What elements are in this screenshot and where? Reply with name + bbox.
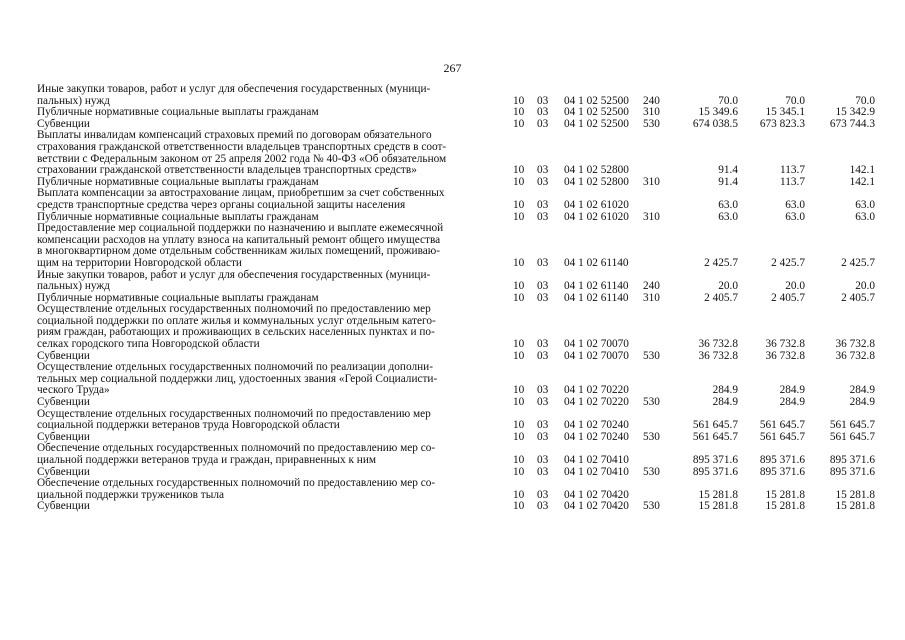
description-line: Публичные нормативные социальные выплаты гражданам xyxy=(37,106,319,119)
row-description xyxy=(37,188,497,211)
amount-year-3: 142.1 xyxy=(849,175,875,188)
description-line: Выплата компенсации за автострахование лицам, приобретшим за счет собственных xyxy=(37,187,445,200)
section-code: 10 xyxy=(513,384,525,397)
amount-year-1: 2 425.7 xyxy=(704,256,738,269)
subsection-code: 03 xyxy=(537,94,549,107)
description-line: Выплаты инвалидам компенсаций страховых премий по договорам обязательного xyxy=(37,129,432,142)
amount-year-2: 284.9 xyxy=(779,396,805,409)
description-line: Субвенции xyxy=(37,500,90,513)
description-line: Субвенции xyxy=(37,117,90,130)
expense-type-code: 310 xyxy=(643,175,660,188)
amount-year-3: 2 405.7 xyxy=(841,291,875,304)
subsection-code: 03 xyxy=(537,338,549,351)
description-line: Иные закупки товаров, работ и услуг для обеспечения государственных (муници- xyxy=(37,268,431,281)
table-row xyxy=(0,362,905,397)
row-description xyxy=(37,270,497,293)
row-description xyxy=(37,304,497,350)
amount-year-1: 63.0 xyxy=(718,198,738,211)
amount-year-3: 673 744.3 xyxy=(829,117,875,130)
expense-type-code: 530 xyxy=(643,349,660,362)
amount-year-2: 895 371.6 xyxy=(759,465,805,478)
amount-year-3: 895 371.6 xyxy=(829,454,875,466)
amount-year-3: 15 281.8 xyxy=(835,500,875,513)
target-article-code: 04 1 02 70070 xyxy=(564,349,629,362)
subsection-code: 03 xyxy=(537,280,549,293)
target-article-code: 04 1 02 52800 xyxy=(564,164,629,177)
amount-year-2: 113.7 xyxy=(780,175,805,188)
section-code: 10 xyxy=(513,117,525,130)
target-article-code: 04 1 02 70410 xyxy=(564,454,629,466)
amount-year-3: 63.0 xyxy=(855,210,875,223)
expense-type-code: 240 xyxy=(643,94,660,107)
amount-year-1: 284.9 xyxy=(712,384,738,397)
row-description xyxy=(37,223,497,269)
amount-year-2: 2 405.7 xyxy=(771,291,805,304)
table-row xyxy=(0,304,905,350)
section-code: 10 xyxy=(513,198,525,211)
target-article-code: 04 1 02 61140 xyxy=(564,256,629,269)
description-line: Субвенции xyxy=(37,465,90,478)
description-line: Обеспечение отдельных государственных полномочий по предоставлению мер со- xyxy=(37,442,436,455)
description-line: пальных) нужд xyxy=(37,94,110,107)
description-line: Субвенции xyxy=(37,396,90,409)
row-description xyxy=(37,478,497,501)
amount-year-2: 20.0 xyxy=(785,280,805,293)
section-code: 10 xyxy=(513,164,525,177)
table-row xyxy=(0,223,905,269)
amount-year-1: 15 349.6 xyxy=(698,106,738,119)
amount-year-3: 142.1 xyxy=(849,164,875,177)
section-code: 10 xyxy=(513,488,525,501)
amount-year-1: 895 371.6 xyxy=(692,454,738,466)
subsection-code: 03 xyxy=(537,500,549,513)
target-article-code: 04 1 02 70220 xyxy=(564,396,629,409)
section-code: 10 xyxy=(513,175,525,188)
expense-type-code: 240 xyxy=(643,280,660,293)
amount-year-2: 2 425.7 xyxy=(771,256,805,269)
amount-year-1: 2 405.7 xyxy=(704,291,738,304)
amount-year-1: 284.9 xyxy=(712,396,738,409)
amount-year-2: 15 345.1 xyxy=(765,106,805,119)
section-code: 10 xyxy=(513,396,525,409)
description-line: Осуществление отдельных государственных полномочий по реализации дополни- xyxy=(37,361,433,374)
table-row xyxy=(0,478,905,501)
description-line: Осуществление отдельных государственных полномочий по предоставлению мер xyxy=(37,407,431,420)
amount-year-1: 91.4 xyxy=(718,164,738,177)
amount-year-2: 36 732.8 xyxy=(765,349,805,362)
expense-type-code: 530 xyxy=(643,500,660,513)
subsection-code: 03 xyxy=(537,396,549,409)
description-line: риям граждан, работающих и проживающих в сельских населенных пунктах и по- xyxy=(37,326,435,339)
amount-year-1: 36 732.8 xyxy=(698,338,738,351)
amount-year-1: 63.0 xyxy=(718,210,738,223)
amount-year-2: 15 281.8 xyxy=(765,488,805,501)
amount-year-2: 70.0 xyxy=(785,94,805,107)
amount-year-1: 91.4 xyxy=(718,175,738,188)
row-description xyxy=(37,362,497,397)
row-description xyxy=(37,501,497,513)
target-article-code: 04 1 02 70420 xyxy=(564,488,629,501)
row-description xyxy=(37,130,497,176)
section-code: 10 xyxy=(513,256,525,269)
section-code: 10 xyxy=(513,419,525,432)
amount-year-3: 70.0 xyxy=(855,94,875,107)
amount-year-1: 20.0 xyxy=(718,280,738,293)
description-line: тельных мер социальной поддержки лиц, удостоенных звания «Герой Социалисти- xyxy=(37,372,438,385)
description-line: страховании гражданской ответственности владельцев транспортных средств» xyxy=(37,164,417,177)
target-article-code: 04 1 02 70410 xyxy=(564,465,629,478)
expense-type-code: 310 xyxy=(643,291,660,304)
amount-year-1: 15 281.8 xyxy=(698,500,738,513)
description-line: Обеспечение отдельных государственных полномочий по предоставлению мер со- xyxy=(37,477,436,490)
subsection-code: 03 xyxy=(537,419,549,432)
subsection-code: 03 xyxy=(537,164,549,177)
subsection-code: 03 xyxy=(537,117,549,130)
description-line: средств транспортные средства через органы социальной защиты населения xyxy=(37,198,406,211)
subsection-code: 03 xyxy=(537,384,549,397)
row-description xyxy=(37,443,497,466)
amount-year-1: 561 645.7 xyxy=(692,419,738,432)
description-line: страхования гражданской ответственности владельцев транспортных средств в соот- xyxy=(37,140,447,153)
target-article-code: 04 1 02 52500 xyxy=(564,106,629,119)
description-line: щим на территории Новгородской области xyxy=(37,256,242,269)
section-code: 10 xyxy=(513,210,525,223)
section-code: 10 xyxy=(513,94,525,107)
table-row xyxy=(0,397,905,409)
description-line: Субвенции xyxy=(37,430,90,443)
amount-year-3: 2 425.7 xyxy=(841,256,875,269)
table-row xyxy=(0,130,905,176)
expense-type-code: 530 xyxy=(643,465,660,478)
table-row xyxy=(0,501,905,513)
target-article-code: 04 1 02 70240 xyxy=(564,430,629,443)
description-line: социальной поддержки по оплате жилья и коммунальных услуг отдельным катего- xyxy=(37,314,436,327)
target-article-code: 04 1 02 61020 xyxy=(564,210,629,223)
budget-table xyxy=(0,84,905,513)
subsection-code: 03 xyxy=(537,454,549,466)
section-code: 10 xyxy=(513,338,525,351)
amount-year-2: 15 281.8 xyxy=(765,500,805,513)
description-line: пальных) нужд xyxy=(37,280,110,293)
row-description xyxy=(37,397,497,409)
expense-type-code: 310 xyxy=(643,210,660,223)
description-line: циальной поддержки тружеников тыла xyxy=(37,488,224,501)
row-description xyxy=(37,84,497,107)
target-article-code: 04 1 02 70070 xyxy=(564,338,629,351)
target-article-code: 04 1 02 52500 xyxy=(564,117,629,130)
table-row xyxy=(0,443,905,466)
target-article-code: 04 1 02 61140 xyxy=(564,291,629,304)
subsection-code: 03 xyxy=(537,488,549,501)
table-row xyxy=(0,84,905,107)
amount-year-3: 20.0 xyxy=(855,280,875,293)
section-code: 10 xyxy=(513,291,525,304)
amount-year-2: 895 371.6 xyxy=(759,454,805,466)
subsection-code: 03 xyxy=(537,465,549,478)
row-description xyxy=(37,107,497,119)
amount-year-3: 63.0 xyxy=(855,198,875,211)
description-line: селках городского типа Новгородской области xyxy=(37,338,260,351)
target-article-code: 04 1 02 52800 xyxy=(564,175,629,188)
subsection-code: 03 xyxy=(537,256,549,269)
target-article-code: 04 1 02 70240 xyxy=(564,419,629,432)
row-description xyxy=(37,409,497,432)
description-line: Публичные нормативные социальные выплаты гражданам xyxy=(37,291,319,304)
section-code: 10 xyxy=(513,465,525,478)
description-line: Публичные нормативные социальные выплаты гражданам xyxy=(37,210,319,223)
amount-year-3: 284.9 xyxy=(849,384,875,397)
description-line: ческого Труда» xyxy=(37,384,110,397)
section-code: 10 xyxy=(513,500,525,513)
amount-year-3: 36 732.8 xyxy=(835,338,875,351)
amount-year-2: 561 645.7 xyxy=(759,430,805,443)
section-code: 10 xyxy=(513,280,525,293)
target-article-code: 04 1 02 61020 xyxy=(564,198,629,211)
table-row xyxy=(0,188,905,211)
amount-year-3: 895 371.6 xyxy=(829,465,875,478)
expense-type-code: 530 xyxy=(643,430,660,443)
subsection-code: 03 xyxy=(537,198,549,211)
description-line: Иные закупки товаров, работ и услуг для обеспечения государственных (муници- xyxy=(37,83,431,95)
amount-year-3: 15 281.8 xyxy=(835,488,875,501)
description-line: в многоквартирном доме отдельным собственникам жилых помещений, проживаю- xyxy=(37,245,440,258)
amount-year-1: 561 645.7 xyxy=(692,430,738,443)
expense-type-code: 530 xyxy=(643,396,660,409)
section-code: 10 xyxy=(513,106,525,119)
amount-year-2: 63.0 xyxy=(785,198,805,211)
amount-year-1: 36 732.8 xyxy=(698,349,738,362)
subsection-code: 03 xyxy=(537,291,549,304)
subsection-code: 03 xyxy=(537,349,549,362)
description-line: Субвенции xyxy=(37,349,90,362)
section-code: 10 xyxy=(513,349,525,362)
section-code: 10 xyxy=(513,430,525,443)
amount-year-3: 15 342.9 xyxy=(835,106,875,119)
table-row xyxy=(0,270,905,293)
amount-year-3: 561 645.7 xyxy=(829,419,875,432)
description-line: циальной поддержки ветеранов труда и граждан, приравненных к ним xyxy=(37,454,377,466)
amount-year-1: 15 281.8 xyxy=(698,488,738,501)
subsection-code: 03 xyxy=(537,430,549,443)
table-row xyxy=(0,409,905,432)
amount-year-2: 63.0 xyxy=(785,210,805,223)
subsection-code: 03 xyxy=(537,106,549,119)
subsection-code: 03 xyxy=(537,210,549,223)
target-article-code: 04 1 02 70420 xyxy=(564,500,629,513)
amount-year-3: 561 645.7 xyxy=(829,430,875,443)
description-line: Публичные нормативные социальные выплаты гражданам xyxy=(37,175,319,188)
amount-year-3: 36 732.8 xyxy=(835,349,875,362)
expense-type-code: 310 xyxy=(643,106,660,119)
subsection-code: 03 xyxy=(537,175,549,188)
amount-year-3: 284.9 xyxy=(849,396,875,409)
amount-year-1: 70.0 xyxy=(718,94,738,107)
expense-type-code: 530 xyxy=(643,117,660,130)
amount-year-2: 36 732.8 xyxy=(765,338,805,351)
description-line: социальной поддержки ветеранов труда Новгородской области xyxy=(37,419,340,432)
amount-year-2: 113.7 xyxy=(780,164,805,177)
target-article-code: 04 1 02 61140 xyxy=(564,280,629,293)
amount-year-2: 673 823.3 xyxy=(759,117,805,130)
amount-year-2: 284.9 xyxy=(779,384,805,397)
amount-year-1: 674 038.5 xyxy=(692,117,738,130)
amount-year-1: 895 371.6 xyxy=(692,465,738,478)
amount-year-2: 561 645.7 xyxy=(759,419,805,432)
target-article-code: 04 1 02 70220 xyxy=(564,384,629,397)
section-code: 10 xyxy=(513,454,525,466)
target-article-code: 04 1 02 52500 xyxy=(564,94,629,107)
description-line: Предоставление мер социальной поддержки по назначению и выплате ежемесячной xyxy=(37,222,444,235)
description-line: ветствии с Федеральным законом от 25 апреля 2002 года № 40-ФЗ «Об обязательном xyxy=(37,152,447,165)
description-line: компенсации расходов на уплату взноса на капитальный ремонт общего имущества xyxy=(37,233,441,246)
page-number: 267 xyxy=(443,61,462,75)
description-line: Осуществление отдельных государственных полномочий по предоставлению мер xyxy=(37,303,431,316)
